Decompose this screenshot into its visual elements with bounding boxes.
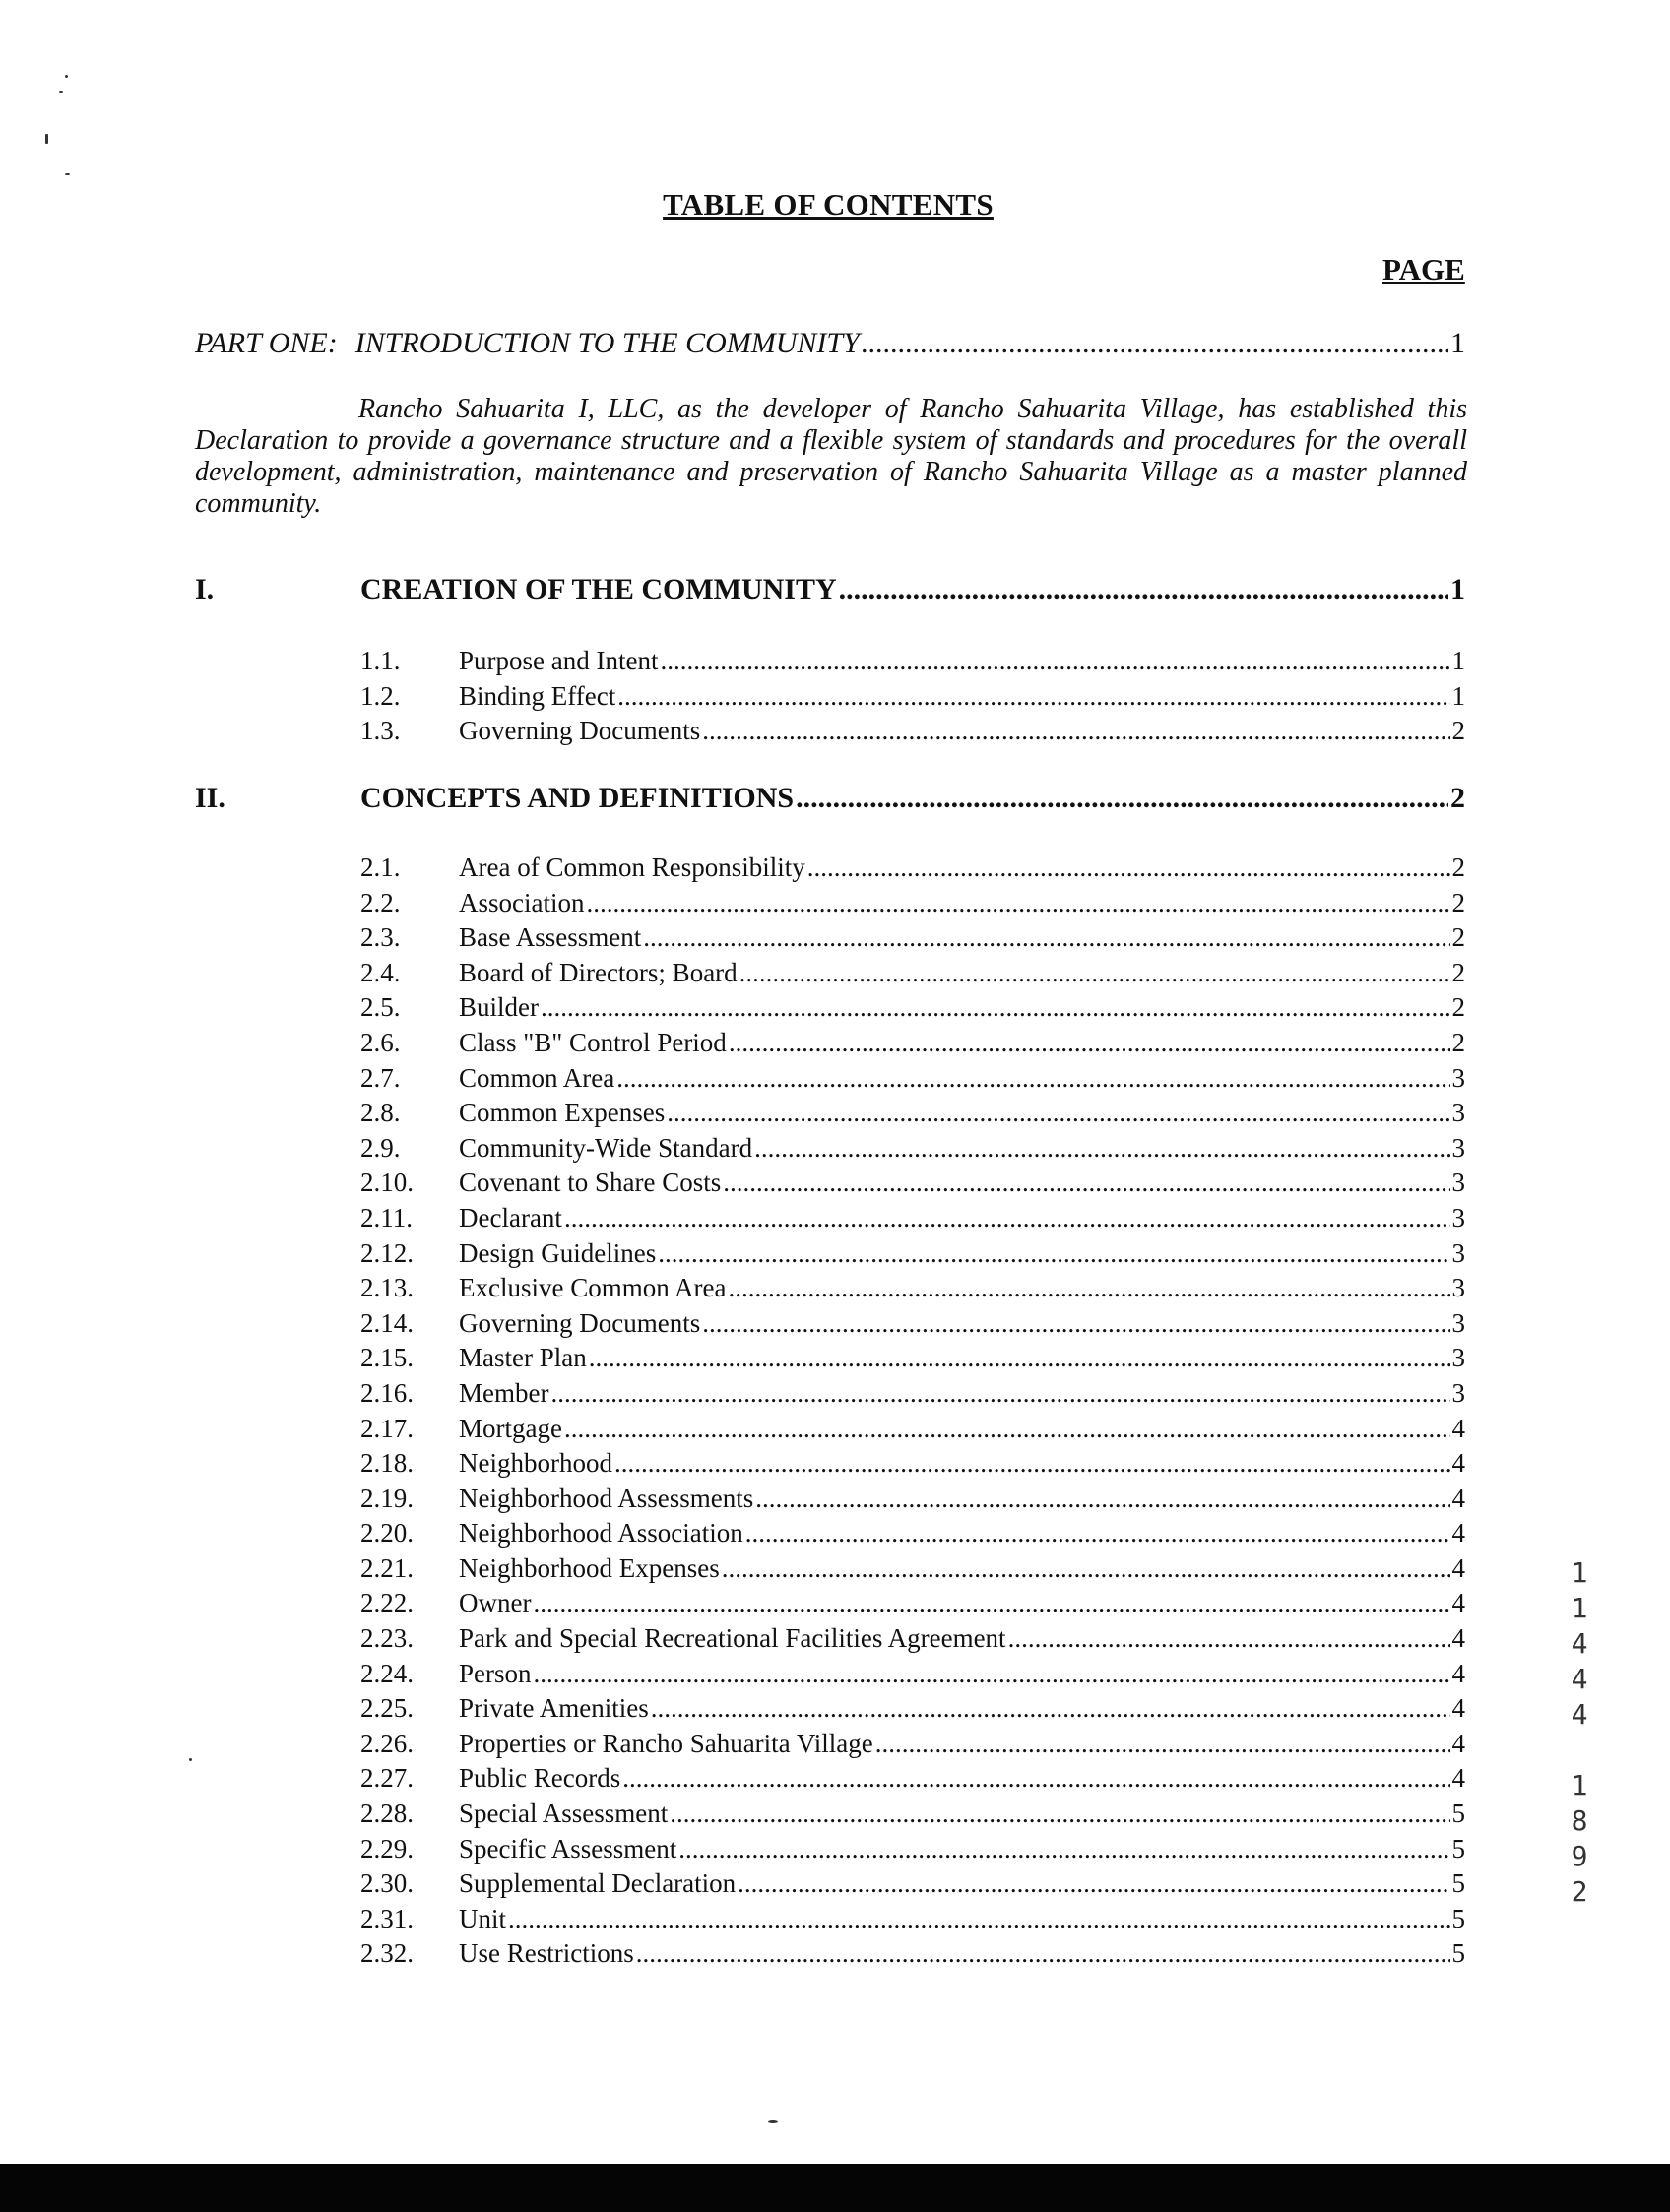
entry-number: 2.6.: [360, 1027, 401, 1057]
stamp-digit: 1: [1571, 1556, 1588, 1589]
leader-dots: [702, 714, 1449, 749]
entry-page: 4: [1451, 1518, 1465, 1548]
entry-number: 2.22.: [360, 1588, 414, 1618]
entry-page: 5: [1451, 1833, 1465, 1864]
leader-dots: [670, 1797, 1449, 1832]
toc-entry[interactable]: [360, 990, 1465, 1026]
entry-page: 3: [1451, 1273, 1465, 1303]
entry-page: 3: [1451, 1237, 1465, 1268]
entry-page: 2: [1451, 957, 1465, 987]
toc-entry[interactable]: [360, 1691, 1465, 1727]
toc-entry[interactable]: [360, 1446, 1465, 1482]
leader-dots: [660, 644, 1449, 679]
entry-page: 3: [1451, 1307, 1465, 1338]
section-title: CONCEPTS AND DEFINITIONS: [360, 782, 795, 814]
entry-number: 2.32.: [360, 1938, 414, 1969]
leader-dots: [550, 1376, 1449, 1412]
entry-page: 4: [1451, 1552, 1465, 1583]
leader-dots: [728, 1271, 1449, 1306]
entry-page: 1: [1451, 646, 1465, 675]
section-number: II.: [195, 782, 225, 814]
entry-number: 2.26.: [360, 1728, 414, 1758]
entry-label: Master Plan: [459, 1343, 587, 1373]
entry-number: 2.30.: [360, 1868, 414, 1899]
entry-number: 2.20.: [360, 1518, 414, 1548]
entry-page: 2: [1451, 887, 1465, 917]
toc-entry[interactable]: [360, 1201, 1465, 1236]
scan-speck: [65, 75, 68, 78]
leader-dots: [839, 573, 1448, 606]
stamp-gap: [1568, 1733, 1591, 1768]
entry-number: 2.11.: [360, 1202, 413, 1232]
toc-entry[interactable]: [360, 1341, 1465, 1376]
entry-number: 2.13.: [360, 1273, 414, 1303]
entry-label: Covenant to Share Costs: [459, 1168, 722, 1198]
leader-dots: [533, 1586, 1449, 1621]
leader-dots: [755, 1482, 1449, 1517]
entry-number: 2.29.: [360, 1833, 414, 1864]
entry-label: Base Assessment: [459, 922, 642, 953]
entry-page: 1: [1451, 680, 1465, 711]
entry-page: 4: [1451, 1728, 1465, 1758]
entry-page: 4: [1451, 1448, 1465, 1479]
entry-label: Neighborhood Association: [459, 1518, 743, 1548]
entry-label: Common Area: [459, 1062, 615, 1093]
toc-entry[interactable]: [360, 1936, 1465, 1972]
entry-label: Design Guidelines: [459, 1237, 657, 1268]
page-title: TABLE OF CONTENTS: [663, 187, 994, 221]
leader-dots: [636, 1936, 1450, 1972]
leader-dots: [739, 956, 1450, 991]
entry-number: 2.25.: [360, 1693, 414, 1724]
section-heading-ii[interactable]: [195, 782, 1465, 815]
toc-entry[interactable]: [360, 714, 1465, 749]
toc-entry[interactable]: [360, 1761, 1465, 1797]
part-one-title: INTRODUCTION TO THE COMMUNITY: [354, 327, 860, 359]
leader-dots: [729, 1026, 1450, 1061]
entry-number: 2.23.: [360, 1623, 414, 1654]
entry-number: 2.3.: [360, 922, 401, 953]
leader-dots: [738, 1866, 1449, 1902]
entry-number: 2.5.: [360, 992, 401, 1023]
entry-number: 2.18.: [360, 1448, 414, 1479]
stamp-digit: 4: [1571, 1663, 1588, 1695]
entry-label: Unit: [459, 1903, 507, 1933]
part-one-entry[interactable]: [195, 327, 1465, 360]
entry-number: 2.4.: [360, 957, 401, 987]
leader-dots: [587, 886, 1450, 921]
leader-dots: [564, 1412, 1450, 1447]
entry-page: 3: [1451, 1132, 1465, 1163]
leader-dots: [796, 782, 1448, 815]
section-title: CREATION OF THE COMMUNITY: [360, 573, 837, 605]
entry-page: 3: [1451, 1377, 1465, 1408]
page-column-heading: PAGE: [1382, 252, 1465, 286]
stamp-digit: 4: [1571, 1627, 1588, 1660]
entry-label: Special Assessment: [459, 1799, 669, 1829]
toc-entry[interactable]: [360, 1516, 1465, 1551]
entry-page: 2: [1451, 922, 1465, 953]
leader-dots: [643, 920, 1449, 956]
entry-label: Declarant: [459, 1202, 562, 1232]
toc-entry[interactable]: [360, 920, 1465, 956]
section-page: 1: [1450, 573, 1465, 605]
toc-entry[interactable]: [360, 851, 1465, 886]
entry-number: 2.14.: [360, 1307, 414, 1338]
scan-border: [0, 2164, 1670, 2212]
entry-label: Exclusive Common Area: [459, 1273, 727, 1303]
document-stamp-number: [1568, 1555, 1591, 1910]
entry-page: 4: [1451, 1588, 1465, 1618]
leader-dots: [745, 1516, 1450, 1551]
leader-dots: [658, 1236, 1449, 1272]
entry-number: 2.15.: [360, 1343, 414, 1373]
stamp-digit: 2: [1571, 1875, 1588, 1908]
entry-label: Neighborhood Expenses: [459, 1552, 720, 1583]
entry-page: 3: [1451, 1343, 1465, 1373]
entry-number: 1.2.: [360, 680, 401, 711]
leader-dots: [589, 1341, 1450, 1376]
entry-page: 4: [1451, 1413, 1465, 1443]
toc-entry[interactable]: [360, 1096, 1465, 1131]
section-heading-i[interactable]: [195, 573, 1465, 606]
entry-number: 2.7.: [360, 1062, 401, 1093]
part-one-label: PART ONE:: [195, 327, 338, 359]
leader-dots: [541, 990, 1450, 1026]
toc-entry[interactable]: [360, 956, 1465, 991]
leader-dots: [534, 1657, 1450, 1692]
leader-dots: [651, 1691, 1450, 1727]
leader-dots: [614, 1446, 1450, 1482]
toc-entry[interactable]: [360, 1061, 1465, 1097]
toc-entry[interactable]: [360, 1797, 1465, 1832]
entry-label: Mortgage: [459, 1413, 562, 1443]
entry-number: 2.28.: [360, 1799, 414, 1829]
entry-number: 2.9.: [360, 1132, 401, 1163]
entry-page: 3: [1451, 1062, 1465, 1093]
scan-speck: [59, 91, 63, 93]
entry-number: 2.19.: [360, 1483, 414, 1513]
stamp-digit: 9: [1571, 1840, 1588, 1872]
leader-dots: [722, 1551, 1450, 1587]
toc-entry[interactable]: [360, 1902, 1465, 1937]
entry-label: Area of Common Responsibility: [459, 853, 805, 882]
entry-label: Person: [459, 1658, 532, 1688]
scan-speck: [189, 1758, 192, 1761]
entry-label: Member: [459, 1377, 549, 1408]
entry-page: 5: [1451, 1903, 1465, 1933]
leader-dots: [508, 1902, 1449, 1937]
stamp-digit: 8: [1571, 1804, 1588, 1837]
leader-dots: [723, 1166, 1449, 1201]
toc-entry[interactable]: [360, 1026, 1465, 1061]
entry-label: Governing Documents: [459, 1307, 701, 1338]
entry-label: Neighborhood: [459, 1448, 612, 1479]
entry-page: 5: [1451, 1868, 1465, 1899]
scan-speck: [65, 173, 70, 175]
entry-number: 2.24.: [360, 1658, 414, 1688]
toc-entry[interactable]: [360, 886, 1465, 921]
entry-page: 2: [1451, 716, 1465, 746]
toc-entry[interactable]: [360, 1306, 1465, 1342]
leader-dots: [622, 1761, 1449, 1797]
toc-entry[interactable]: [360, 644, 1465, 679]
entry-page: 4: [1451, 1623, 1465, 1654]
stamp-digit: 1: [1571, 1769, 1588, 1801]
entry-number: 2.1.: [360, 853, 401, 882]
entry-label: Properties or Rancho Sahuarita Village: [459, 1728, 873, 1758]
stamp-digit: 4: [1571, 1698, 1588, 1731]
toc-entry[interactable]: [360, 1832, 1465, 1867]
entry-number: 2.21.: [360, 1552, 414, 1583]
entry-page: 2: [1451, 992, 1465, 1023]
entry-page: 4: [1451, 1483, 1465, 1513]
entry-label: Owner: [459, 1588, 532, 1618]
scan-speck: [45, 134, 48, 144]
toc-entry[interactable]: [360, 1412, 1465, 1447]
toc-entry[interactable]: [360, 1271, 1465, 1306]
entry-page: 3: [1451, 1098, 1465, 1128]
entry-label: Class "B" Control Period: [459, 1027, 727, 1057]
toc-entry[interactable]: [360, 1551, 1465, 1587]
entry-page: 4: [1451, 1763, 1465, 1794]
leader-dots: [807, 851, 1450, 886]
entry-label: Public Records: [459, 1763, 621, 1794]
entry-label: Governing Documents: [459, 716, 701, 746]
entry-page: 3: [1451, 1168, 1465, 1198]
part-one-page: 1: [1450, 327, 1465, 359]
entry-number: 2.17.: [360, 1413, 414, 1443]
leader-dots: [754, 1131, 1449, 1167]
leader-dots: [667, 1096, 1449, 1131]
entry-label: Park and Special Recreational Facilities Agreement: [459, 1623, 1006, 1654]
toc-entry[interactable]: [360, 1236, 1465, 1272]
entry-label: Association: [459, 887, 585, 917]
entry-number: 2.2.: [360, 887, 401, 917]
part-one-intro: Rancho Sahuarita I, LLC, as the developer of Rancho Sahuarita Village, has established this Declaration to provide a governance structure and a flexible system of standards and procedures for the overall development, administration, maintenance and preservation of Rancho Sahuarita Village as a master planned community.: [195, 394, 1467, 519]
section-ii-entries: [360, 851, 1465, 1972]
entry-page: 4: [1451, 1693, 1465, 1724]
entry-label: Board of Directors; Board: [459, 957, 738, 987]
entry-page: 2: [1451, 853, 1465, 882]
entry-number: 2.10.: [360, 1168, 414, 1198]
toc-entry[interactable]: [360, 1727, 1465, 1762]
leader-dots: [617, 679, 1449, 715]
section-i-entries: [360, 644, 1465, 749]
scan-speck: [768, 2120, 778, 2123]
entry-label: Purpose and Intent: [459, 646, 659, 675]
leader-dots: [678, 1832, 1449, 1867]
entry-page: 2: [1451, 1027, 1465, 1057]
entry-number: 2.27.: [360, 1763, 414, 1794]
entry-number: 2.31.: [360, 1903, 414, 1933]
toc-entry[interactable]: [360, 679, 1465, 715]
entry-page: 5: [1451, 1938, 1465, 1969]
entry-label: Supplemental Declaration: [459, 1868, 737, 1899]
entry-page: 4: [1451, 1658, 1465, 1688]
toc-entry[interactable]: [360, 1376, 1465, 1412]
entry-page: 3: [1451, 1202, 1465, 1232]
entry-label: Binding Effect: [459, 680, 616, 711]
entry-label: Specific Assessment: [459, 1833, 677, 1864]
leader-dots: [875, 1727, 1450, 1762]
entry-page: 5: [1451, 1799, 1465, 1829]
entry-label: Common Expenses: [459, 1098, 666, 1128]
entry-number: 2.16.: [360, 1377, 414, 1408]
toc-entry[interactable]: [360, 1866, 1465, 1902]
toc-entry[interactable]: [360, 1657, 1465, 1692]
toc-entry[interactable]: [360, 1166, 1465, 1201]
entry-label: Neighborhood Assessments: [459, 1483, 754, 1513]
section-page: 2: [1450, 782, 1465, 814]
entry-number: 1.3.: [360, 716, 401, 746]
section-number: I.: [195, 573, 215, 605]
entry-label: Community-Wide Standard: [459, 1132, 753, 1163]
leader-dots: [564, 1201, 1450, 1236]
toc-entry[interactable]: [360, 1482, 1465, 1517]
stamp-digit: 1: [1571, 1592, 1588, 1624]
entry-label: Private Amenities: [459, 1693, 649, 1724]
entry-number: 2.8.: [360, 1098, 401, 1128]
entry-label: Builder: [459, 992, 539, 1023]
leader-dots: [862, 327, 1448, 360]
toc-entry[interactable]: [360, 1131, 1465, 1167]
entry-number: 2.12.: [360, 1237, 414, 1268]
entry-label: Use Restrictions: [459, 1938, 634, 1969]
entry-number: 1.1.: [360, 646, 401, 675]
leader-dots: [702, 1306, 1449, 1342]
leader-dots: [616, 1061, 1449, 1097]
toc-entry[interactable]: [360, 1586, 1465, 1621]
leader-dots: [1008, 1621, 1450, 1657]
toc-entry[interactable]: [360, 1621, 1465, 1657]
